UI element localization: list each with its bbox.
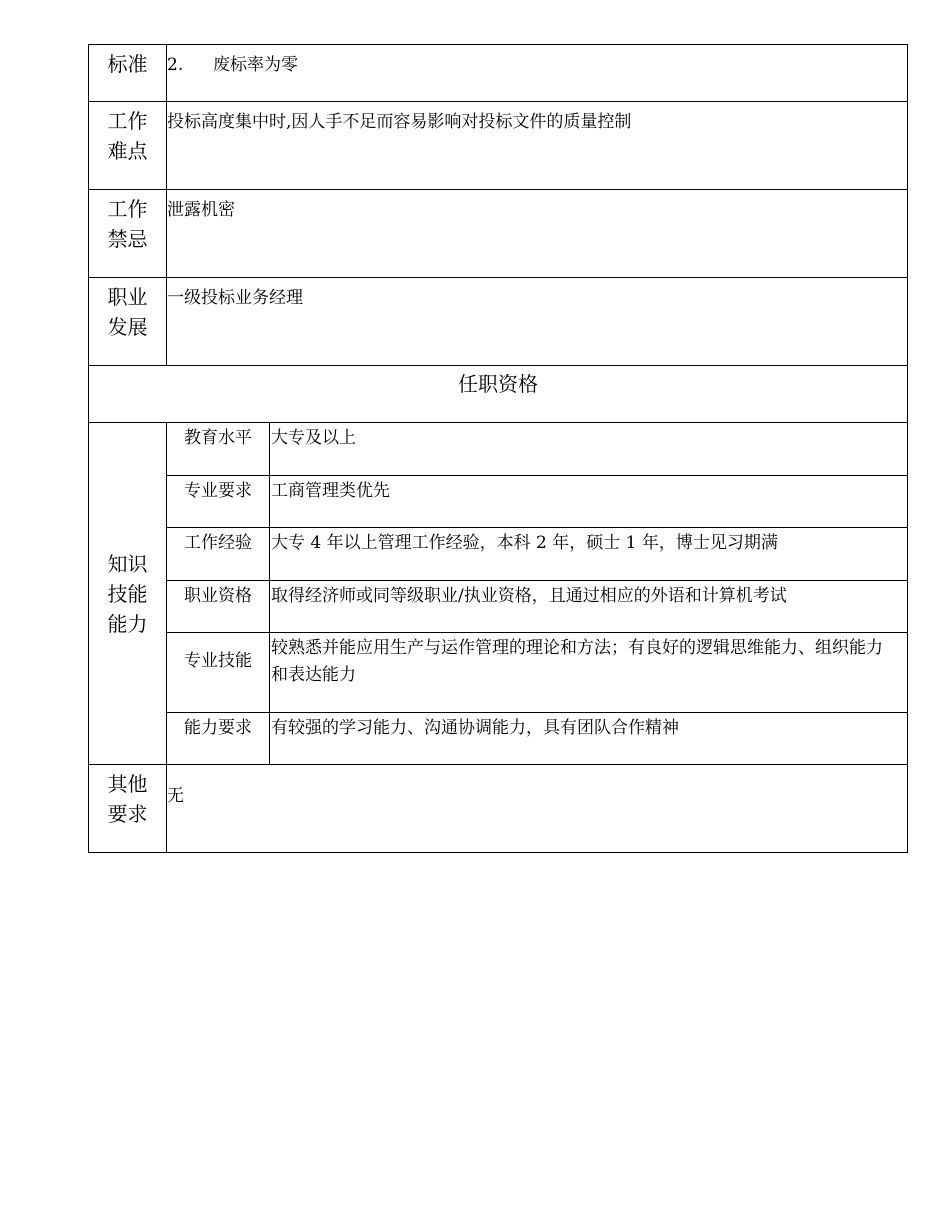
row-qualifications-title <box>89 366 908 423</box>
qual-value: 较熟悉并能应用生产与运作管理的理论和方法；有良好的逻辑思维能力、组织能力和表达能力 <box>270 633 908 713</box>
content-taboo: 泄露机密 <box>167 190 908 278</box>
qual-value: 工商管理类优先 <box>270 476 908 528</box>
qual-label: 教育水平 <box>167 423 270 476</box>
qual-row <box>89 528 908 581</box>
qual-row <box>89 633 908 713</box>
row-other <box>89 765 908 853</box>
qual-row <box>89 423 908 476</box>
content-other: 无 <box>167 765 908 853</box>
content-standard <box>167 45 908 102</box>
qual-label: 职业资格 <box>167 581 270 633</box>
row-standard <box>89 45 908 102</box>
qual-label: 专业要求 <box>167 476 270 528</box>
qual-row <box>89 713 908 765</box>
list-number: 2. <box>167 55 184 75</box>
standard-text: 废标率为零 <box>213 55 298 75</box>
row-career <box>89 278 908 366</box>
row-taboo <box>89 190 908 278</box>
qual-label: 工作经验 <box>167 528 270 581</box>
label-career: 职业 发展 <box>89 278 167 366</box>
qual-label: 能力要求 <box>167 713 270 765</box>
label-standard: 标准 <box>89 45 167 102</box>
qual-label: 专业技能 <box>167 633 270 713</box>
qual-row <box>89 476 908 528</box>
content-career: 一级投标业务经理 <box>167 278 908 366</box>
label-other: 其他 要求 <box>89 765 167 853</box>
label-taboo: 工作 禁忌 <box>89 190 167 278</box>
qual-value: 大专及以上 <box>270 423 908 476</box>
job-description-table <box>88 44 908 853</box>
qual-value: 有较强的学习能力、沟通协调能力，具有团队合作精神 <box>270 713 908 765</box>
qual-row <box>89 581 908 633</box>
content-difficulty: 投标高度集中时,因人手不足而容易影响对投标文件的质量控制 <box>167 102 908 190</box>
qual-value: 大专 4 年以上管理工作经验，本科 2 年，硕士 1 年，博士见习期满 <box>270 528 908 581</box>
section-title: 任职资格 <box>89 366 908 423</box>
label-knowledge-skills: 知识 技能 能力 <box>89 423 167 765</box>
row-difficulty <box>89 102 908 190</box>
label-difficulty: 工作 难点 <box>89 102 167 190</box>
qual-value: 取得经济师或同等级职业/执业资格，且通过相应的外语和计算机考试 <box>270 581 908 633</box>
